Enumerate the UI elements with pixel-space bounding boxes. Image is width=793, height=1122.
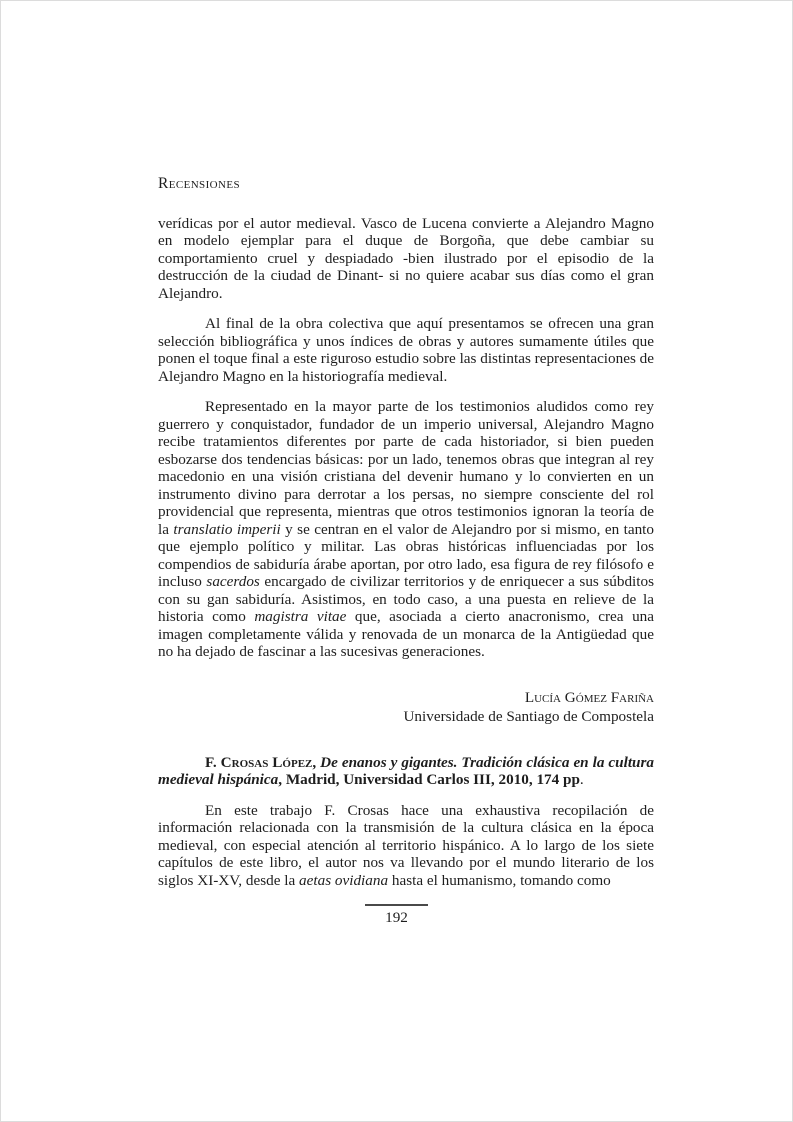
text-segment: En este trabajo F. Crosas hace una exhaustiva recopilación de información relacionada con la transmisión de la cultura clásica en la época medieval, con especial atención al territorio hispánico. A lo largo de los siete capítulos de este libro, el autor nos va llevando por el mundo literario de los siglos XI-XV, desde la [158,801,654,889]
book-review-heading [158,754,654,789]
text-segment: Al final de la obra colectiva que aquí presentamos se ofrecen una gran selección bibliográfica y unos índices de obras y autores sumamente útiles que ponen el toque final a este riguroso estudio sobre las distintas representaciones de Alejandro Magno en la historiografía medieval. [158,315,654,385]
paragraph [158,802,654,890]
text-segment: aetas ovidiana [299,871,389,889]
reviewer-affiliation: Universidade de Santiago de Compostela [403,707,654,725]
text-block [158,175,654,889]
text-segment: hasta el humanismo, tomando como [388,871,611,889]
page-footer [0,904,793,926]
review-body-paragraphs [158,802,654,890]
text-segment: encargado de civilizar territorios y de enriquecer a sus súbditos con su gan sabiduría. Asistimos, en todo caso, a una puesta en relieve de la historia como [158,573,654,625]
text-segment: translatio imperii [173,520,281,538]
reviewer-name: Lucía Gómez Fariña [524,688,654,706]
paragraph [158,398,654,661]
text-segment: magistra vitae [254,608,347,625]
text-segment: . [579,771,584,788]
text-segment: F. Crosas López, [205,753,321,771]
text-segment: que, asociada a cierto anacronismo, crea una imagen completamente válida y renovada de un monarca de la Antigüedad que no ha dejado de fascinar a las sucesivas generaciones. [158,608,654,660]
text-segment: Representado en la mayor parte de los testimonios aludidos como rey guerrero y conquistador, fundador de un imperio universal, Alejandro Magno recibe tratamientos diferentes por parte de cada historiador, si bien pueden esbozarse dos tendencias básicas: por un lado, tenemos obras que integran al rey macedonio en una visión cristiana del devenir humano y lo convierten en un instrumento divino para derrotar a los persas, no siempre consciente del rol providencial que representa, mientras que otros testimonios ignoran la teoría de la [158,398,654,538]
paragraph [158,215,654,303]
page-number: 192 [385,909,408,926]
text-segment: De enanos y gigantes. Tradición clásica en la cultura medieval hispánica [158,753,654,788]
reviewer-signature [158,688,654,726]
text-segment: y se centran en el valor de Alejandro por si mismo, en tanto que ejemplo político y militar. Las obras históricas influenciadas por los compendios de sabiduría árabe aportan, por otro lado, esa figura de rey filósofo e incluso [158,520,654,590]
footer-rule [365,904,428,906]
running-head: Recensiones [158,175,240,192]
text-segment: verídicas por el autor medieval. Vasco de Lucena convierte a Alejandro Magno en modelo ejemplar para el duque de Borgoña, que debe cambiar su comportamiento cruel y despiadado -bien ilustrado por el episodio de la destrucción de la ciudad de Dinant- si no quiere acabar sus días como el gran Alejandro. [158,214,654,302]
text-segment: , Madrid, Universidad Carlos III, 2010, 174 pp [278,771,580,788]
paragraph [158,315,654,385]
text-segment: sacerdos [206,573,260,590]
body-paragraphs [158,215,654,661]
